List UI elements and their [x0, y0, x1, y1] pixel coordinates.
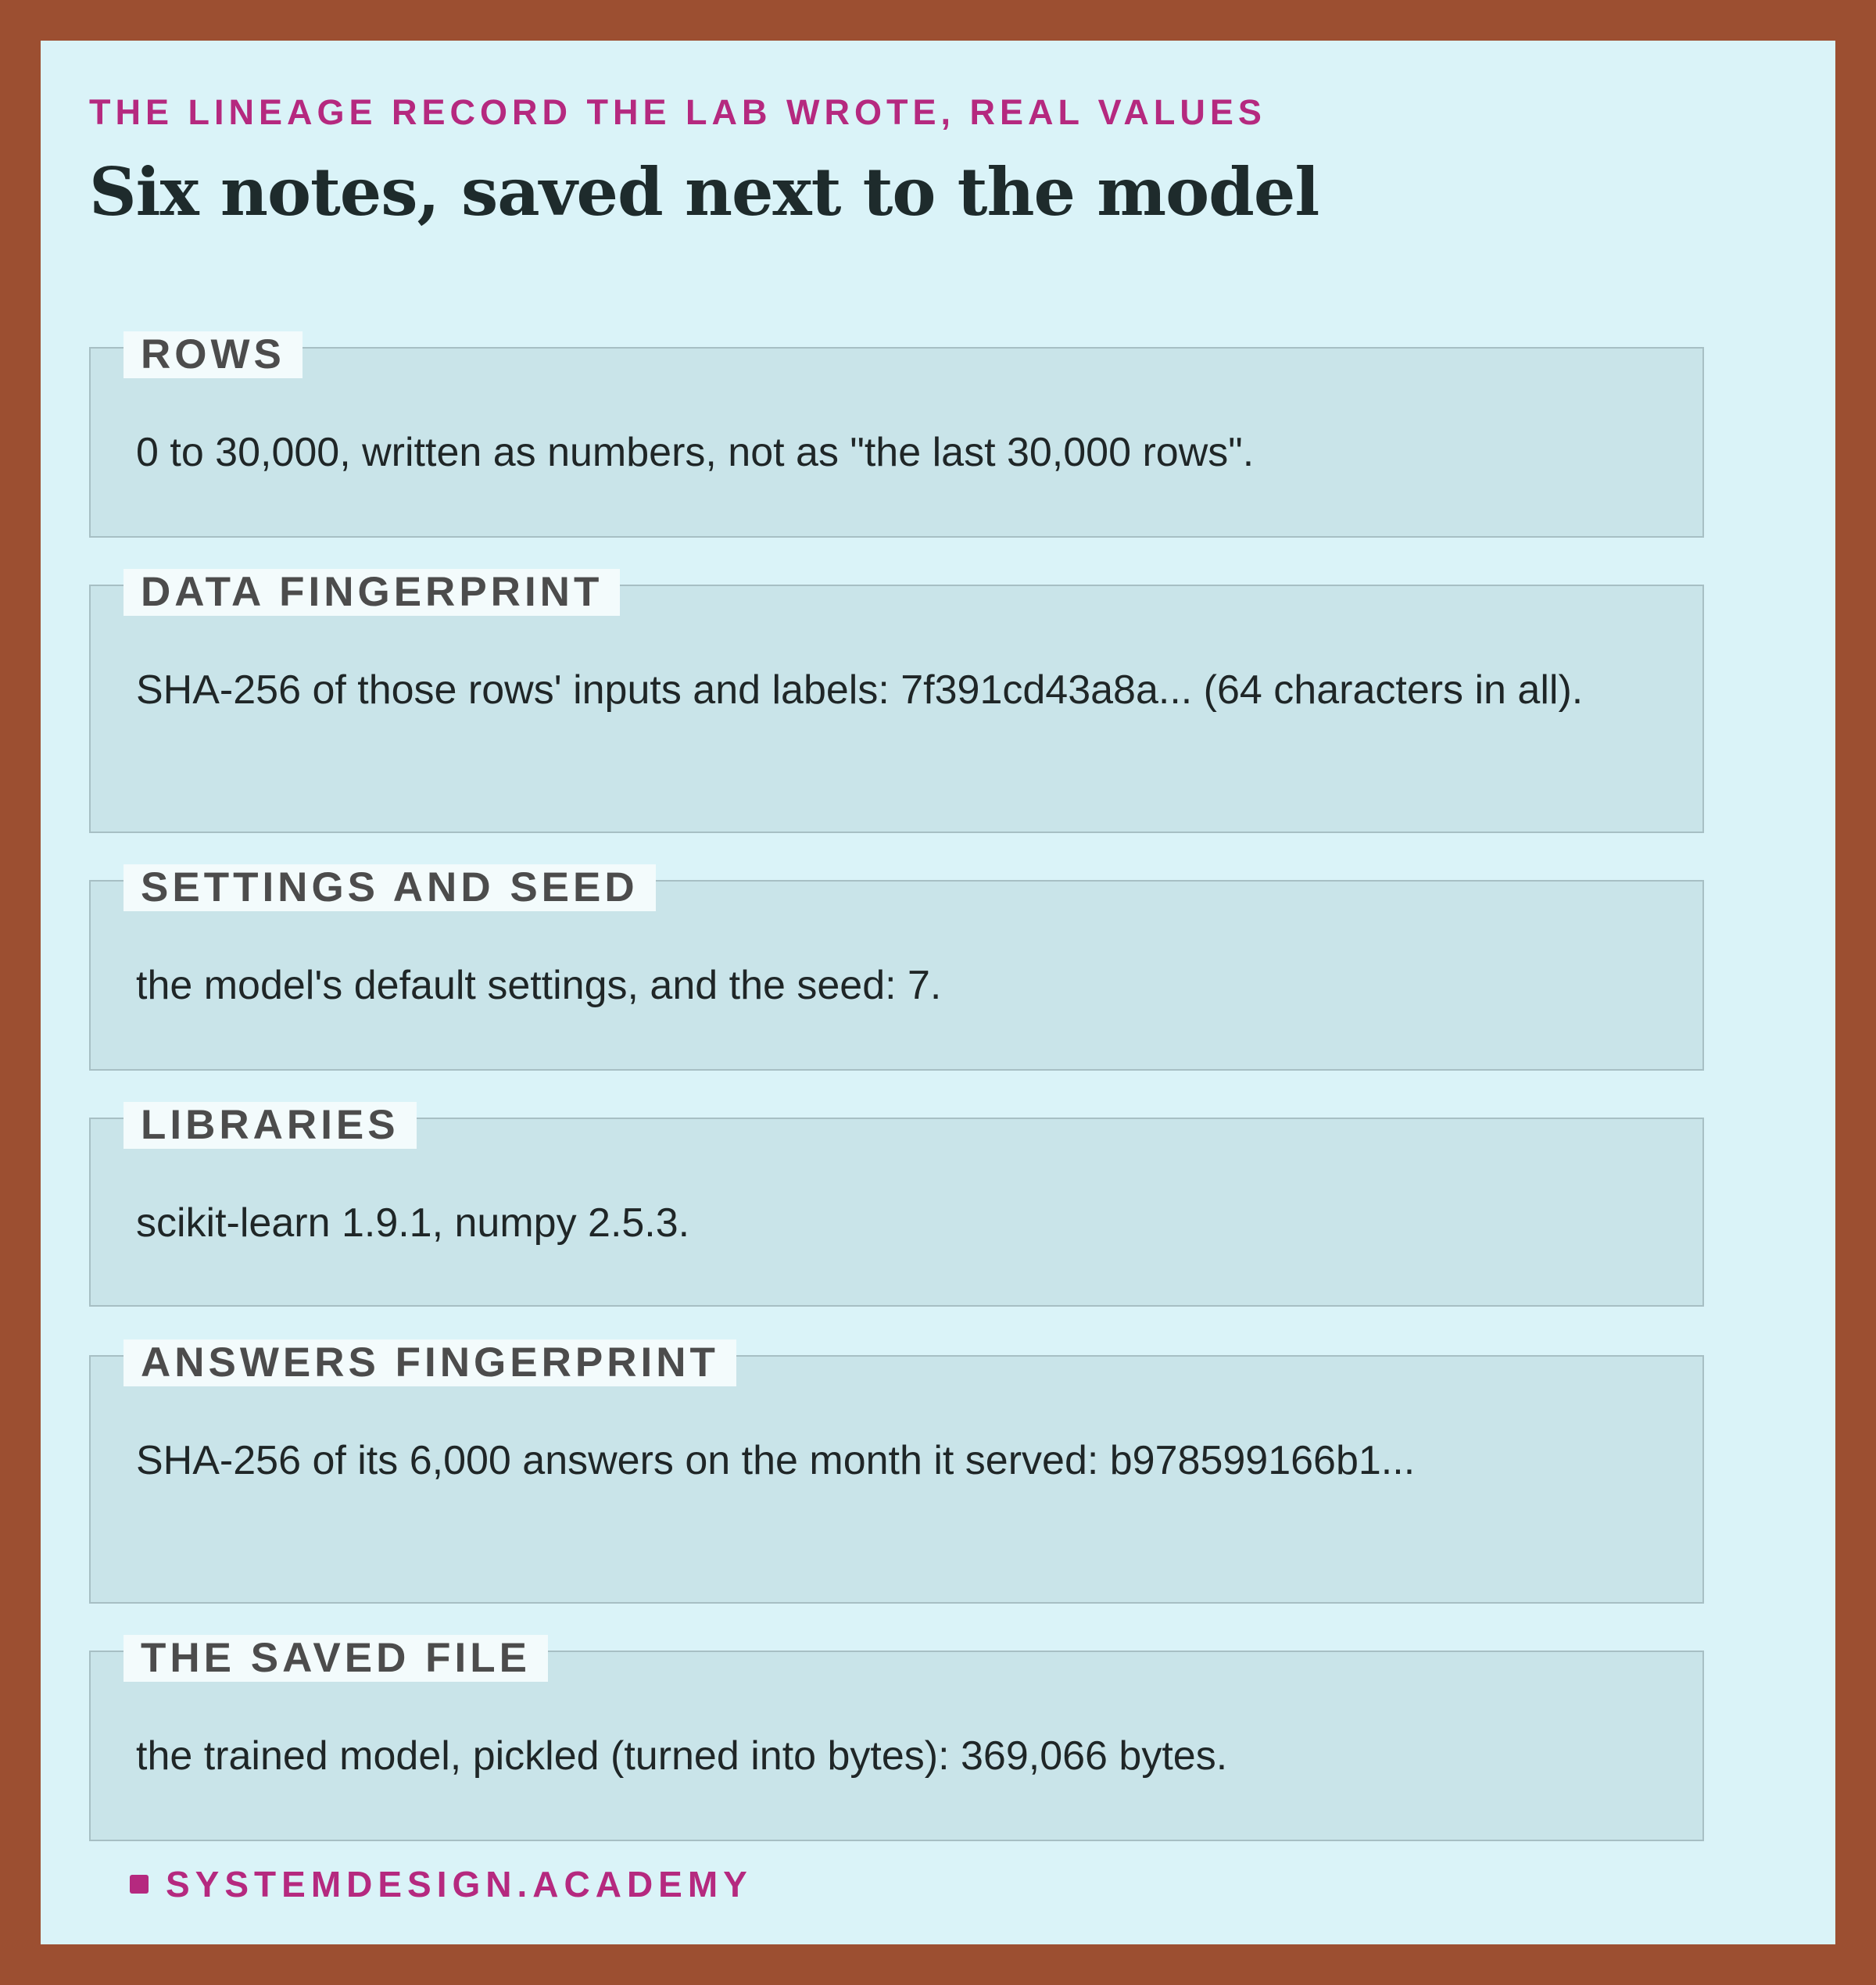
- card-answers-fingerprint: [89, 1339, 1704, 1604]
- card-label: ROWS: [124, 331, 303, 378]
- card-label: SETTINGS AND SEED: [124, 864, 656, 911]
- card-text: SHA-256 of its 6,000 answers on the month it served: b978599166b1...: [136, 1438, 1416, 1483]
- card-label: ANSWERS FINGERPRINT: [124, 1339, 736, 1386]
- card-text: scikit-learn 1.9.1, numpy 2.5.3.: [136, 1200, 690, 1246]
- card-saved-file: [89, 1635, 1704, 1841]
- card-text: 0 to 30,000, written as numbers, not as "the last 30,000 rows".: [136, 430, 1255, 475]
- card-text: SHA-256 of those rows' inputs and labels: 7f391cd43a8a... (64 characters in all).: [136, 667, 1584, 713]
- footer-brand-text: SYSTEMDESIGN.ACADEMY: [166, 1864, 753, 1905]
- card-libraries: [89, 1102, 1704, 1307]
- card-label: LIBRARIES: [124, 1102, 417, 1149]
- footer-brand: [130, 1863, 753, 1905]
- card-label: THE SAVED FILE: [124, 1635, 548, 1682]
- page-title: Six notes, saved next to the model: [89, 153, 1319, 231]
- card-data-fingerprint: [89, 569, 1704, 833]
- card-text: the trained model, pickled (turned into bytes): 369,066 bytes.: [136, 1733, 1228, 1779]
- card-text: the model's default settings, and the seed: 7.: [136, 963, 942, 1008]
- card-label: DATA FINGERPRINT: [124, 569, 620, 616]
- card-rows: [89, 331, 1704, 538]
- brand-square-icon: [130, 1875, 149, 1894]
- card-settings-and-seed: [89, 864, 1704, 1071]
- eyebrow-heading: THE LINEAGE RECORD THE LAB WROTE, REAL VALUES: [89, 92, 1266, 132]
